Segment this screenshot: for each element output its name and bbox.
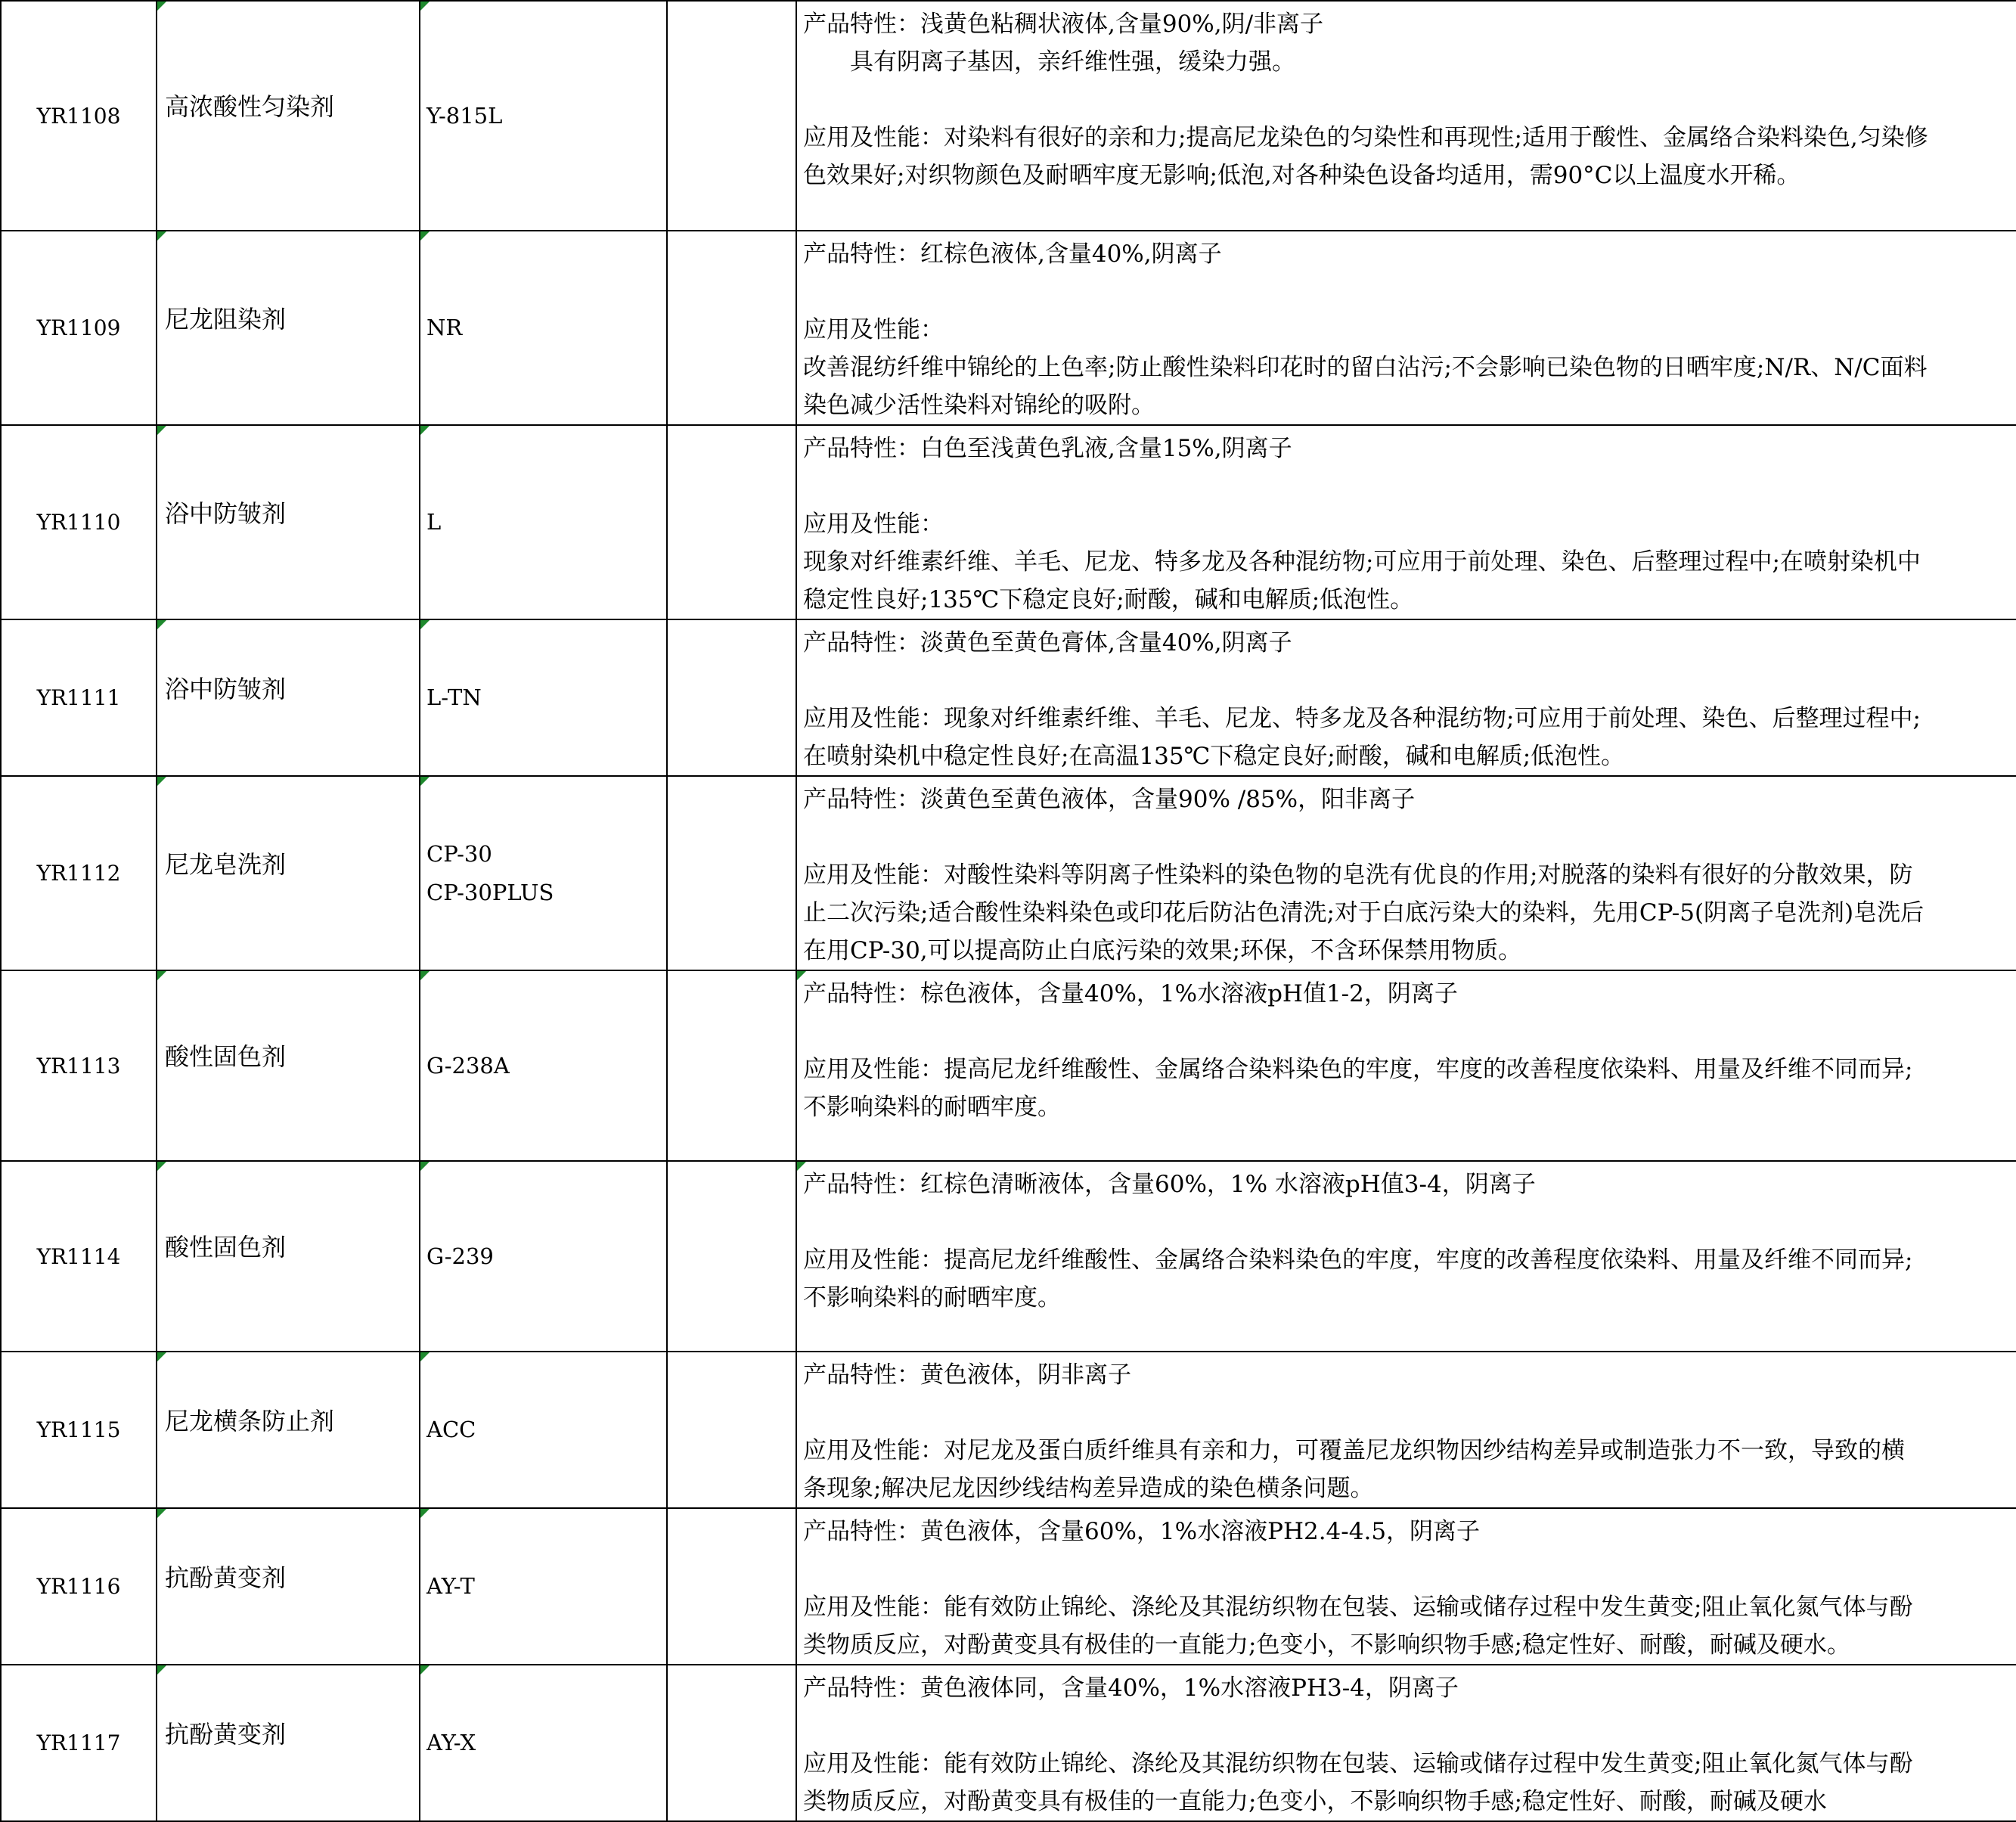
paragraph-gap (803, 1013, 2007, 1051)
cell-text: 产品特性：红棕色液体,含量40%,阴离子 (803, 241, 1222, 268)
cell-text: 应用及性能：现象对纤维素纤维、羊毛、尼龙、特多龙及各种混纺物;可应用于前处理、染色、后整理过程中; (803, 705, 1921, 732)
cell-text: 尼龙阻染剂 (165, 304, 287, 334)
cell-text: 应用及性能：能有效防止锦纶、涤纶及其混纺织物在包装、运输或储存过程中发生黄变;阻止氧化氮气体与酚 (803, 1750, 1913, 1777)
cell-text: Y-815L (426, 102, 503, 129)
product-description-cell[interactable] (796, 776, 2016, 970)
cell-text: 应用及性能：对染料有很好的亲和力;提高尼龙染色的匀染性和再现性;适用于酸性、金属络合染料染色,匀染修 (803, 124, 1928, 151)
cell-text: YR1116 (36, 1574, 121, 1599)
empty-cell[interactable] (667, 776, 796, 970)
product-description-cell[interactable] (796, 1352, 2016, 1508)
empty-cell[interactable] (667, 1508, 796, 1665)
table-row (1, 231, 2016, 425)
comment-marker-icon (157, 620, 166, 629)
product-description-cell[interactable] (796, 231, 2016, 425)
product-code-cell[interactable] (1, 425, 157, 619)
comment-marker-icon (420, 426, 430, 435)
comment-marker-icon (157, 777, 166, 786)
comment-marker-icon (157, 1665, 166, 1675)
comment-marker-icon (157, 1509, 166, 1518)
product-model-cell[interactable] (420, 776, 667, 970)
product-code-cell[interactable] (1, 619, 157, 776)
product-name-cell[interactable] (157, 970, 420, 1161)
comment-marker-icon (157, 2, 166, 11)
cell-text: 产品特性：黄色液体，阴非离子 (803, 1361, 1131, 1389)
cell-text: 应用及性能：提高尼龙纤维酸性、金属络合染料染色的牢度，牢度的改善程度依染料、用量及纤维不同而异; (803, 1246, 1913, 1274)
cell-text: 产品特性：淡黄色至黄色液体，含量90% /85%，阳非离子 (803, 786, 1416, 813)
product-name-cell[interactable] (157, 776, 420, 970)
cell-text: CP-30PLUS (426, 879, 554, 905)
product-model-cell[interactable] (420, 1508, 667, 1665)
table-row (1, 1508, 2016, 1665)
paragraph-gap (803, 1550, 2007, 1588)
product-model-cell[interactable] (420, 1, 667, 231)
product-description-cell[interactable] (796, 619, 2016, 776)
product-model-cell[interactable] (420, 619, 667, 776)
comment-marker-icon (420, 1665, 430, 1675)
cell-text: 应用及性能：对酸性染料等阴离子性染料的染色物的皂洗有优良的作用;对脱落的染料有很好的分散效果，防 (803, 861, 1913, 889)
product-model-cell[interactable] (420, 1161, 667, 1352)
comment-marker-icon (420, 777, 430, 786)
empty-cell[interactable] (667, 1161, 796, 1352)
paragraph-gap (803, 662, 2007, 700)
cell-text: 产品特性：黄色液体，含量60%，1%水溶液PH2.4-4.5，阴离子 (803, 1518, 1481, 1545)
product-model-cell[interactable] (420, 970, 667, 1161)
cell-text: 产品特性：黄色液体同，含量40%，1%水溶液PH3-4，阴离子 (803, 1675, 1459, 1702)
product-description-cell[interactable] (796, 1, 2016, 231)
product-code-cell[interactable] (1, 231, 157, 425)
cell-text: 应用及性能：提高尼龙纤维酸性、金属络合染料染色的牢度，牢度的改善程度依染料、用量及纤维不同而异; (803, 1056, 1913, 1083)
cell-text: YR1110 (36, 510, 121, 535)
paragraph-gap (803, 818, 2007, 856)
cell-text: 具有阴离子基因，亲纤维性强，缓染力强。 (803, 48, 1295, 76)
product-description-cell[interactable] (796, 1508, 2016, 1665)
table-row (1, 970, 2016, 1161)
comment-marker-icon (157, 231, 166, 241)
cell-text: 产品特性：淡黄色至黄色膏体,含量40%,阴离子 (803, 629, 1292, 656)
cell-text: 产品特性：白色至浅黄色乳液,含量15%,阴离子 (803, 435, 1292, 462)
paragraph-gap (803, 467, 2007, 505)
product-name-cell[interactable] (157, 1665, 420, 1821)
comment-marker-icon (797, 1162, 806, 1171)
cell-text: NR (426, 315, 463, 340)
comment-marker-icon (420, 1509, 430, 1518)
product-name-cell[interactable] (157, 231, 420, 425)
product-code-cell[interactable] (1, 1161, 157, 1352)
table-row (1, 425, 2016, 619)
cell-text: CP-30 (426, 840, 492, 867)
paragraph-gap (803, 273, 2007, 311)
cell-text: 产品特性：棕色液体，含量40%，1%水溶液pH值1-2，阴离子 (803, 980, 1458, 1007)
cell-text: 类物质反应，对酚黄变具有极佳的一直能力;色变小，不影响织物手感;稳定性好、耐酸，耐碱及硬水 (803, 1788, 1827, 1815)
cell-text: ACC (426, 1417, 476, 1442)
paragraph-gap (803, 1707, 2007, 1745)
comment-marker-icon (157, 1352, 166, 1361)
cell-text: 浴中防皱剂 (165, 674, 287, 703)
table-body (1, 1, 2016, 1821)
cell-text: 酸性固色剂 (165, 1042, 287, 1071)
cell-text: 应用及性能：对尼龙及蛋白质纤维具有亲和力，可覆盖尼龙织物因纱结构差异或制造张力不一致，导致的横 (803, 1437, 1905, 1464)
cell-text: G-238A (426, 1052, 510, 1079)
cell-text: 稳定性良好;135℃下稳定良好;耐酸，碱和电解质;低泡性。 (803, 586, 1414, 613)
cell-text: YR1108 (36, 103, 121, 129)
comment-marker-icon (797, 971, 806, 980)
paragraph-gap (803, 1394, 2007, 1432)
table-row (1, 1161, 2016, 1352)
product-model-cell[interactable] (420, 425, 667, 619)
table-row (1, 1665, 2016, 1821)
cell-text: 不影响染料的耐晒牢度。 (803, 1284, 1061, 1311)
product-code-cell[interactable] (1, 970, 157, 1161)
cell-text: 尼龙横条防止剂 (165, 1406, 335, 1436)
cell-text: YR1115 (36, 1417, 121, 1442)
product-model-cell[interactable] (420, 1352, 667, 1508)
empty-cell[interactable] (667, 1665, 796, 1821)
product-model-cell[interactable] (420, 1665, 667, 1821)
empty-cell[interactable] (667, 1, 796, 231)
cell-text: 应用及性能：能有效防止锦纶、涤纶及其混纺织物在包装、运输或储存过程中发生黄变;阻止氧化氮气体与酚 (803, 1594, 1913, 1621)
table-row (1, 776, 2016, 970)
comment-marker-icon (420, 2, 430, 11)
cell-text: 抗酚黄变剂 (165, 1563, 287, 1592)
cell-text: 浴中防皱剂 (165, 498, 287, 528)
product-name-cell[interactable] (157, 1, 420, 231)
product-name-cell[interactable] (157, 619, 420, 776)
product-name-cell[interactable] (157, 425, 420, 619)
cell-text: 在用CP-30,可以提高防止白底污染的效果;环保，不含环保禁用物质。 (803, 937, 1522, 964)
product-code-cell[interactable] (1, 1508, 157, 1665)
cell-text: G-239 (426, 1243, 494, 1269)
cell-text: 改善混纺纤维中锦纶的上色率;防止酸性染料印花时的留白沾污;不会影响已染色物的日晒牢度;N/R、N/C面料 (803, 354, 1928, 381)
comment-marker-icon (157, 971, 166, 980)
product-code-cell[interactable] (1, 1352, 157, 1508)
comment-marker-icon (157, 426, 166, 435)
product-code-cell[interactable] (1, 1665, 157, 1821)
table-row (1, 619, 2016, 776)
comment-marker-icon (420, 231, 430, 241)
product-description-cell[interactable] (796, 425, 2016, 619)
empty-cell[interactable] (667, 231, 796, 425)
empty-cell[interactable] (667, 1352, 796, 1508)
product-model-cell[interactable] (420, 231, 667, 425)
cell-text: 应用及性能： (803, 511, 944, 538)
cell-text: 止二次污染;适合酸性染料染色或印花后防沾色清洗;对于白底污染大的染料，先用CP-5(阴离子皂洗剂)皂洗后 (803, 899, 1925, 927)
cell-text: 现象对纤维素纤维、羊毛、尼龙、特多龙及各种混纺物;可应用于前处理、染色、后整理过程中;在喷射染机中 (803, 548, 1921, 576)
cell-text: 尼龙皂洗剂 (165, 849, 287, 879)
paragraph-gap (803, 81, 2007, 119)
cell-text: AY-X (426, 1730, 476, 1755)
cell-text: L (426, 509, 442, 535)
cell-text: YR1111 (36, 685, 121, 710)
cell-text: 高浓酸性匀染剂 (165, 92, 335, 121)
cell-text: AY-T (426, 1573, 475, 1599)
cell-text: 染色减少活性染料对锦纶的吸附。 (803, 392, 1155, 419)
comment-marker-icon (420, 620, 430, 629)
cell-text: YR1114 (36, 1243, 121, 1269)
paragraph-gap (803, 1203, 2007, 1241)
table-row (1, 1, 2016, 231)
cell-text: 应用及性能： (803, 316, 944, 343)
empty-cell[interactable] (667, 970, 796, 1161)
cell-text: YR1113 (36, 1053, 121, 1079)
cell-text: YR1109 (36, 315, 121, 340)
product-description-cell[interactable] (796, 970, 2016, 1161)
cell-text: 类物质反应，对酚黄变具有极佳的一直能力;色变小，不影响织物手感;稳定性好、耐酸，耐碱及硬水。 (803, 1631, 1850, 1659)
cell-text: 在喷射染机中稳定性良好;在高温135℃下稳定良好;耐酸，碱和电解质;低泡性。 (803, 743, 1625, 770)
product-name-cell[interactable] (157, 1161, 420, 1352)
comment-marker-icon (157, 1162, 166, 1171)
comment-marker-icon (420, 1352, 430, 1361)
cell-text: 色效果好;对织物颜色及耐晒牢度无影响;低泡,对各种染色设备均适用，需90°C以上温度水开稀。 (803, 162, 1800, 189)
cell-text: 产品特性：浅黄色粘稠状液体,含量90%,阴/非离子 (803, 11, 1324, 38)
cell-text: 抗酚黄变剂 (165, 1719, 287, 1749)
cell-text: 产品特性：红棕色清晰液体，含量60%，1% 水溶液pH值3-4，阴离子 (803, 1171, 1536, 1198)
cell-text: 不影响染料的耐晒牢度。 (803, 1094, 1061, 1121)
cell-text: L-TN (426, 684, 482, 710)
cell-text: 酸性固色剂 (165, 1233, 287, 1262)
cell-text: YR1117 (36, 1730, 121, 1755)
product-name-cell[interactable] (157, 1508, 420, 1665)
cell-text: YR1112 (36, 861, 121, 886)
comment-marker-icon (420, 1162, 430, 1171)
table-row (1, 1352, 2016, 1508)
cell-text: 条现象;解决尼龙因纱线结构差异造成的染色横条问题。 (803, 1475, 1374, 1502)
product-code-cell[interactable] (1, 776, 157, 970)
empty-cell[interactable] (667, 425, 796, 619)
product-description-cell[interactable] (796, 1161, 2016, 1352)
product-name-cell[interactable] (157, 1352, 420, 1508)
product-code-cell[interactable] (1, 1, 157, 231)
empty-cell[interactable] (667, 619, 796, 776)
product-description-cell[interactable] (796, 1665, 2016, 1821)
comment-marker-icon (420, 971, 430, 980)
